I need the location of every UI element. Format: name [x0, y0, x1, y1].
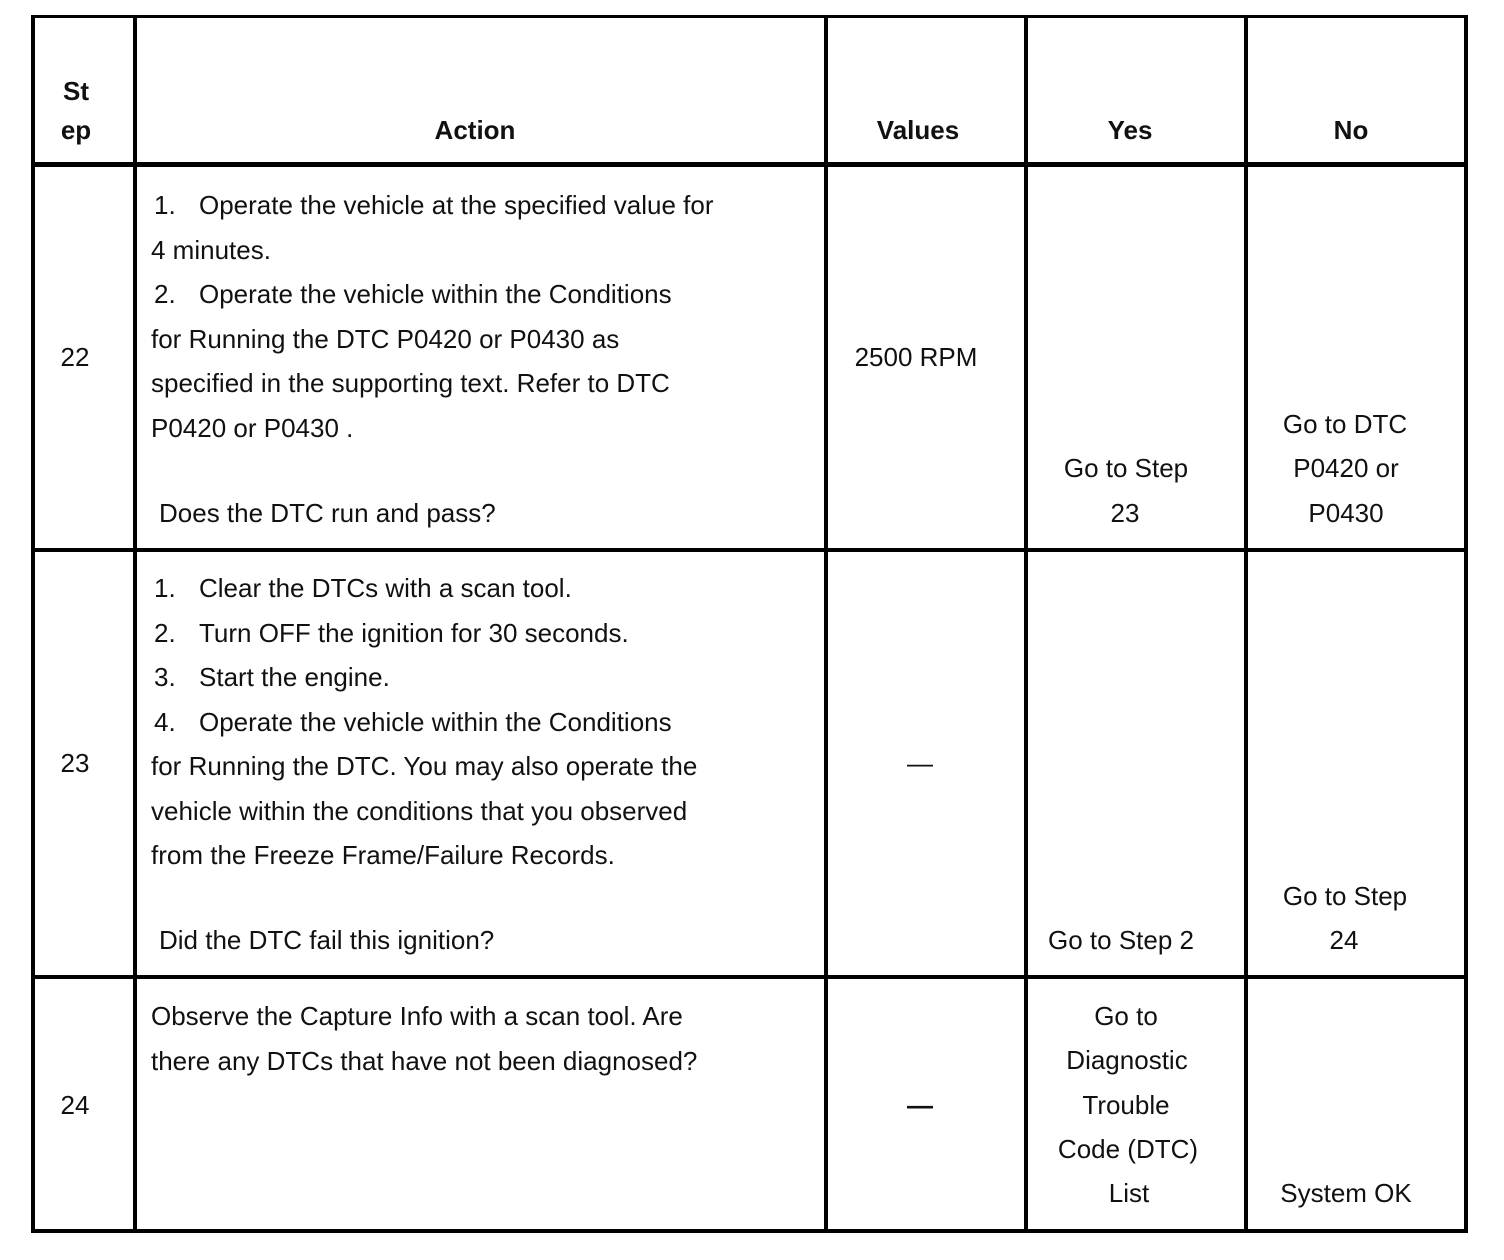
table-bottom-border	[32, 1229, 1468, 1233]
action-text	[151, 566, 697, 878]
no-line: System OK	[1280, 1178, 1412, 1208]
value-cell: —	[907, 748, 933, 778]
row-step-number: 24	[60, 1090, 90, 1120]
list-item-continuation: from the Freeze Frame/Failure Records.	[151, 840, 615, 870]
header-no: No	[1333, 115, 1369, 145]
row-divider	[32, 975, 1468, 979]
no-line: 24	[1329, 925, 1359, 955]
list-number: 4.	[154, 706, 176, 737]
yes-line: Code (DTC)	[1057, 1134, 1199, 1164]
list-item-text: Operate the vehicle at the specified value for	[199, 190, 714, 220]
yes-line: Diagnostic	[1066, 1045, 1188, 1075]
action-line: there any DTCs that have not been diagnosed?	[151, 1045, 698, 1076]
value-cell: —	[907, 1090, 933, 1120]
header-bottom-border	[32, 162, 1468, 167]
no-line: P0430	[1308, 498, 1384, 528]
action-question: Does the DTC run and pass?	[159, 498, 496, 528]
list-item-text: Turn OFF the ignition for 30 seconds.	[199, 617, 629, 648]
list-item-continuation: 4 minutes.	[151, 234, 271, 265]
header-step-line1: St	[63, 76, 89, 106]
action-text	[151, 183, 714, 450]
list-item-continuation: vehicle within the conditions that you observed	[151, 795, 688, 826]
action-question: Did the DTC fail this ignition?	[159, 925, 495, 955]
list-item-text: Start the engine.	[199, 662, 390, 692]
yes-line: List	[1108, 1178, 1150, 1208]
column-divider	[1244, 15, 1248, 1233]
column-divider	[133, 15, 137, 1233]
list-item-continuation: for Running the DTC. You may also operate the	[151, 751, 698, 781]
yes-line: 23	[1110, 498, 1140, 528]
row-step-number: 23	[60, 748, 90, 778]
yes-line: Go to Step 2	[1048, 925, 1194, 955]
column-divider	[1024, 15, 1028, 1233]
list-item-text: Operate the vehicle within the Conditions	[199, 706, 672, 737]
column-divider	[31, 15, 35, 1233]
list-item-text: Clear the DTCs with a scan tool.	[199, 573, 572, 603]
column-divider	[1464, 15, 1468, 1233]
column-divider	[824, 15, 828, 1233]
yes-line: Trouble	[1082, 1090, 1170, 1120]
list-number: 2.	[154, 617, 176, 648]
header-yes: Yes	[1107, 115, 1153, 145]
no-line: Go to DTC	[1282, 409, 1408, 439]
list-item-text: Operate the vehicle within the Conditions	[199, 279, 672, 309]
yes-line: Go to	[1094, 1001, 1158, 1031]
no-line: P0420 or	[1293, 453, 1399, 483]
row-divider	[32, 548, 1468, 552]
list-item-continuation: P0420 or P0430 .	[151, 412, 354, 443]
list-number: 1.	[154, 190, 176, 220]
row-step-number: 22	[60, 342, 90, 372]
action-line: Observe the Capture Info with a scan tool. Are	[151, 1001, 683, 1031]
yes-line: Go to Step	[1063, 453, 1189, 483]
list-item-continuation: for Running the DTC P0420 or P0430 as	[151, 323, 620, 354]
no-line: Go to Step	[1282, 881, 1408, 911]
action-text	[151, 994, 697, 1083]
list-number: 2.	[154, 279, 176, 309]
header-values: Values	[876, 115, 960, 145]
list-number: 3.	[154, 662, 176, 692]
list-item-continuation: specified in the supporting text. Refer to DTC	[151, 368, 670, 398]
list-number: 1.	[154, 573, 176, 603]
table-top-border	[32, 15, 1468, 18]
header-action: Action	[434, 115, 516, 145]
value-cell: 2500 RPM	[854, 342, 978, 372]
header-step-line2: ep	[60, 115, 92, 145]
